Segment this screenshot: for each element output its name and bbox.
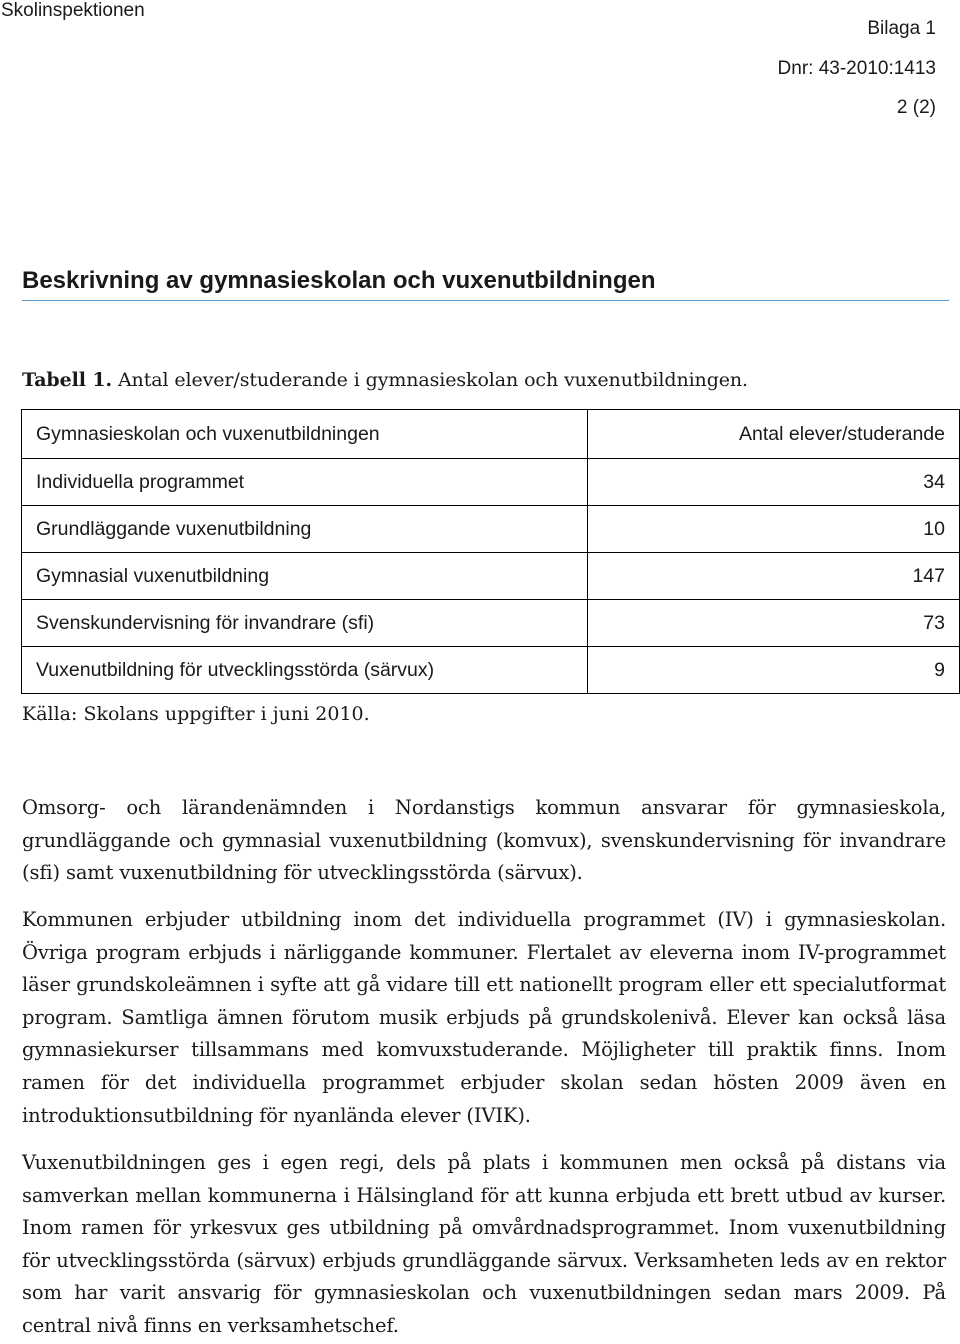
row-name: Grundläggande vuxenutbildning [22, 506, 588, 553]
table-caption [22, 367, 748, 393]
body-paragraph-1: Omsorg- och lärandenämnden i Nordanstigs kommun ansvarar för gymnasieskola, grundläggande och gymnasial vuxenutbildning (komvux), svenskundervisning för invandrare (sfi) samt vuxenutbildning för utvecklingsstörda (särvux). [22, 796, 946, 885]
row-value: 10 [588, 506, 960, 553]
table-row [22, 647, 960, 694]
attachment-label: Bilaga 1 [867, 18, 936, 39]
table-row [22, 506, 960, 553]
row-value: 9 [588, 647, 960, 694]
document-number: Dnr: 43-2010:1413 [777, 58, 936, 79]
table-header-row [22, 410, 960, 459]
row-value: 73 [588, 600, 960, 647]
table-row [22, 600, 960, 647]
body-paragraph-2: Kommunen erbjuder utbildning inom det individuella programmet (IV) i gymnasieskolan. Övriga program erbjuds i närliggande kommuner. Flertalet av eleverna inom IV-programmet läser grundskoleämnen i syfte att gå vidare till ett nationellt program eller ett specialutformat program. Samtliga ämnen förutom musik erbjuds på grundskolenivå. Elever kan också läsa gymnasiekurser tillsammans med komvuxstuderande. Möjligheter till praktik finns. Inom ramen för det individuella programmet erbjuder skolan sedan hösten 2009 även en introduktionsutbildning för nyanlända elever (IVIK). [22, 908, 946, 1127]
table-caption-label: Tabell 1. [22, 369, 112, 391]
table-source-note: Källa: Skolans uppgifter i juni 2010. [22, 703, 370, 725]
row-value: 147 [588, 553, 960, 600]
table-row [22, 553, 960, 600]
organization-name: Skolinspektionen [1, 0, 145, 21]
row-name: Individuella programmet [22, 459, 588, 506]
table-caption-text: Antal elever/studerande i gymnasieskolan och vuxenutbildningen. [112, 369, 748, 391]
student-count-table [21, 409, 960, 694]
table-row [22, 459, 960, 506]
row-name: Svenskundervisning för invandrare (sfi) [22, 600, 588, 647]
page-number: 2 (2) [896, 97, 936, 118]
body-paragraph-3: Vuxenutbildningen ges i egen regi, dels på plats i kommunen men också på distans via samverkan mellan kommunerna i Hälsingland för att kunna erbjuda ett brett utbud av kurser. Inom ramen för yrkesvux ges utbildning på omvårdnadsprogrammet. Inom vuxenutbildning för utvecklingsstörda (särvux) erbjuds grundläggande särvux. Verksamheten leds av en rektor som har varit ansvarig för gymnasieskolan och vuxenutbildningen sedan mars 2009. På central nivå finns en verksamhetschef. [22, 1151, 946, 1337]
section-heading: Beskrivning av gymnasieskolan och vuxenutbildningen [22, 266, 949, 301]
row-name: Gymnasial vuxenutbildning [22, 553, 588, 600]
column-header-type: Gymnasieskolan och vuxenutbildningen [22, 410, 588, 459]
row-value: 34 [588, 459, 960, 506]
column-header-count: Antal elever/studerande [588, 410, 960, 459]
row-name: Vuxenutbildning för utvecklingsstörda (särvux) [22, 647, 588, 694]
